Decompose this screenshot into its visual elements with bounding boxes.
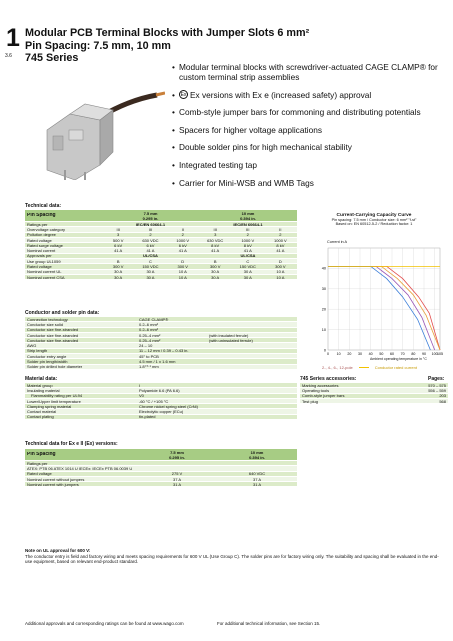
table-cell: Use group UL1059 — [27, 258, 61, 264]
x-tick-label: 30 — [358, 352, 362, 356]
table-cell: Nominal current — [27, 248, 56, 254]
y-tick-label: 30 — [321, 287, 326, 292]
chart-subtitle-1: Pin spacing: 7.5 mm / Conductor size: 6 mm² "f-st" — [331, 218, 417, 222]
table-row — [25, 365, 297, 370]
product-image — [25, 70, 165, 180]
feature-item: • Integrated testing tap — [172, 159, 257, 170]
feature-item: • Carrier for Mini-WSB and WMB Tags — [172, 177, 314, 188]
material-data-label: Material data: — [25, 376, 58, 382]
table-cell: Solder pin drilled hole diameter — [27, 364, 83, 370]
table-cell: Comb-style jumper bars — [302, 393, 345, 399]
x-tick-label: 10 — [336, 352, 341, 356]
feature-item: • Double solder pins for high mechanical stability — [172, 142, 352, 153]
table-cell: Ratings per — [27, 221, 48, 227]
table-cell: Rated surge voltage — [27, 242, 63, 248]
table-cell: V0 — [139, 393, 144, 399]
table-cell: D — [278, 258, 282, 264]
chart-plot — [300, 210, 448, 360]
footer-left: Additional approvals and corresponding ratings can be found at www.wago.com — [25, 621, 184, 626]
table-cell: Nominal current without jumpers — [27, 476, 85, 482]
table-cell: 150 VDC — [142, 264, 159, 270]
table-cell: 37 A — [172, 476, 181, 482]
footer-right: For additional technical information, see Section 15. — [217, 621, 321, 626]
table-cell: 30 A — [243, 274, 252, 280]
table-cell: Connection technology — [27, 316, 68, 322]
table-cell: Contact plating — [27, 414, 54, 420]
table-cell: Marking accessories — [302, 382, 339, 388]
x-tick-label: 105 — [437, 352, 443, 356]
table-cell: Contact material — [27, 409, 57, 415]
table-cell: 0.25–4 mm² — [139, 337, 161, 343]
x-tick-label: 20 — [347, 352, 352, 356]
table-row — [25, 415, 297, 420]
table-cell: Overvoltage category — [27, 226, 66, 232]
table-cell: Pollution degree — [27, 232, 56, 238]
table-cell: 41 A — [146, 248, 155, 254]
feature-item: • Spacers for higher voltage applications — [172, 124, 322, 135]
pin-spacing-header: Pin Spacing 7.5 mm 0.295 in. 10 mm 0.394 in. — [25, 210, 297, 222]
feature-list — [172, 62, 447, 195]
table-cell: 1000 V — [274, 237, 287, 243]
table-cell: ATEX: PTB 06 ATEX 1014 U IECEx: IECEx PTB 06.0039 U — [27, 465, 133, 471]
table-cell: (with uninsulated ferrule) — [209, 337, 253, 343]
x-tick-label: 0 — [327, 352, 329, 356]
table-cell: 31 A — [252, 481, 261, 487]
conductor-data-label: Conductor and solder pin data: — [25, 310, 100, 316]
table-cell: 0.2–6 mm² — [139, 321, 159, 327]
table-cell: 1000 V — [176, 237, 190, 243]
table-cell: Conductor size fine-stranded — [27, 332, 79, 338]
table-cell: Lower/Upper limit temperature — [27, 398, 81, 404]
table-cell: D — [181, 258, 185, 264]
feature-item: • Comb-style jumper bars for commoning and distributing potentials — [172, 107, 421, 118]
chart-title: Current-Carrying Capacity Curve — [336, 213, 412, 218]
table-cell: 6 kV — [178, 242, 187, 248]
table-cell: 150 VDC — [239, 264, 256, 270]
table-cell: 45° to PCB — [139, 353, 159, 359]
table-cell: Ratings per — [27, 460, 48, 466]
table-cell: Chrome nickel spring steel (CrNi) — [139, 403, 198, 409]
table-cell: 11 – 12 mm / 0.39 – 0.43 in. — [139, 348, 189, 354]
x-tick-label: 60 — [390, 352, 394, 356]
table-row — [25, 482, 297, 487]
table-cell: Nominal current UL — [27, 269, 62, 275]
table-cell: 275 V — [171, 471, 183, 477]
table-cell: 203 — [439, 393, 446, 399]
table-cell: 41 A — [276, 248, 285, 254]
table-cell: 630 VDC — [142, 237, 159, 243]
table-cell: 300 V — [275, 264, 286, 270]
table-cell: 570 – 575 — [428, 382, 446, 388]
table-cell: 0.25–4 mm² — [139, 332, 161, 338]
ul-note-title: Note on UL approval for 600 V: — [25, 548, 91, 553]
x-tick-label: 50 — [379, 352, 384, 356]
x-tick-label: 100 — [431, 352, 438, 356]
table-cell: 3 — [117, 232, 120, 238]
page-reference: 3.6 — [5, 53, 12, 59]
table-cell: Nominal current CSA — [27, 274, 65, 280]
x-tick-label: 70 — [400, 352, 405, 356]
table-cell: C — [246, 258, 250, 264]
table-cell: 300 V — [209, 264, 221, 270]
ul-note — [25, 548, 445, 565]
accessories-pages-label: Pages: — [428, 376, 445, 382]
table-cell: Flammability rating per UL94 — [31, 393, 83, 399]
table-cell: I — [139, 382, 141, 388]
table-cell: 568 — [439, 398, 446, 404]
table-cell: Operating tools — [302, 387, 330, 393]
table-cell: Rated voltage — [27, 237, 52, 243]
table-cell: 2 — [246, 232, 249, 238]
ex-mark-icon: Ex — [180, 91, 187, 98]
table-cell: 0.2–6 mm² — [139, 327, 159, 333]
ex-data-label: Technical data for Ex e II (Ex) versions: — [25, 441, 118, 447]
table-cell: B — [116, 258, 120, 264]
table-cell: (with insulated ferrule) — [209, 332, 249, 338]
table-cell: III — [213, 226, 217, 232]
title-line-1: Modular PCB Terminal Blocks with Jumper Slots 6 mm² — [25, 27, 310, 39]
table-cell: Material group — [27, 382, 53, 388]
table-cell: III — [246, 226, 250, 232]
table-cell: 10 A — [178, 269, 187, 275]
chart-subtitle-2: Based on: EN 60512-5-2 / Reduction factor: 1 — [335, 222, 413, 226]
table-cell: 1.8⁺⁰·¹ mm — [139, 364, 159, 370]
table-cell: 30 A — [146, 269, 155, 275]
table-cell: III — [148, 226, 153, 232]
table-cell: 6 kV — [114, 242, 123, 248]
table-cell: III — [116, 226, 120, 232]
table-cell: 1000 V — [241, 237, 255, 243]
table-cell: 300 V — [112, 264, 124, 270]
table-cell: -60 °C / +105 °C — [139, 398, 169, 404]
table-cell: 10 A — [276, 269, 285, 275]
table-cell: 41 A — [114, 248, 123, 254]
table-cell: 3 — [214, 232, 217, 238]
technical-data-table — [25, 210, 297, 280]
x-tick-label: 40 — [368, 352, 373, 356]
current-capacity-chart — [300, 210, 448, 360]
table-cell: Nominal current with jumpers — [27, 481, 79, 487]
table-cell: 640 VDC — [248, 471, 266, 477]
iec-header: IEC/EN 60664-1 — [135, 221, 166, 227]
page-title — [25, 27, 309, 65]
table-cell: 2 — [279, 232, 282, 238]
table-cell: 24 – 10 — [139, 343, 153, 349]
table-cell: 30 A — [211, 269, 220, 275]
y-tick-label: 20 — [321, 307, 326, 312]
table-cell: Conductor entry angle — [27, 353, 67, 359]
title-line-2: Pin Spacing: 7.5 mm, 10 mm — [25, 39, 171, 52]
material-data-table — [25, 383, 297, 420]
table-cell: 8 kV — [243, 242, 252, 248]
table-cell: 8 kV — [276, 242, 285, 248]
chapter-number: 1 — [6, 24, 20, 52]
title-line-3: 745 Series — [25, 52, 79, 64]
accessories-label: 745 Series accessories: — [300, 376, 357, 382]
table-cell: 30 A — [114, 269, 123, 275]
table-cell: 6 kV — [146, 242, 155, 248]
feature-item: • Modular terminal blocks with screwdriver-actuated CAGE CLAMP® for custom terminal strip assemblies — [172, 62, 438, 82]
table-cell: II — [279, 226, 282, 232]
y-tick-label: 10 — [321, 327, 326, 332]
table-cell: 630 VDC — [207, 237, 224, 243]
y-tick-label: 40 — [321, 266, 326, 271]
table-cell: Approvals per — [27, 253, 52, 259]
chart-frame — [328, 248, 440, 350]
ul-header: UL/CSA — [240, 253, 256, 259]
table-cell: AWG — [27, 343, 37, 349]
table-cell: Rated voltage — [27, 264, 52, 270]
table-cell: 300 V — [177, 264, 188, 270]
legend-conductor: Conductor rated current — [374, 365, 417, 370]
table-row — [300, 399, 448, 404]
chart-y-label: Current in A — [327, 240, 348, 244]
table-cell: Rated voltage — [27, 471, 52, 477]
table-cell: 10 A — [276, 274, 285, 280]
table-cell: 30 A — [146, 274, 155, 280]
x-tick-label: 90 — [422, 352, 426, 356]
ex-data-table — [25, 449, 297, 487]
table-cell: 10 A — [178, 274, 187, 280]
technical-data-label: Technical data: — [25, 203, 62, 209]
conductor-data-table — [25, 317, 297, 370]
table-cell: Solder pin length/width — [27, 359, 68, 365]
table-cell: 31 A — [172, 481, 181, 487]
table-cell: Polyamide 6.6 (PA 6.6) — [139, 387, 180, 393]
table-cell: 41 A — [211, 248, 220, 254]
table-cell: Conductor size solid — [27, 321, 64, 327]
table-cell: tin-plated — [139, 414, 156, 420]
table-cell: 4.5 mm / 1 x 1.6 mm — [139, 359, 176, 365]
chart-x-label: Ambient operating temperature in °C — [370, 357, 427, 361]
y-tick-label: 0 — [323, 348, 326, 353]
table-cell: Clamping spring material — [27, 403, 72, 409]
table-cell: 30 A — [243, 269, 252, 275]
ul-note-text: The conductor entry is field and factory wiring and meets spacing requirements for 600 V UL (Use Group C). The solder pins are for factory wiring only. The suitability and spacing shall be evaluated in the end-use equipment, based on relevant end-product standard. — [25, 553, 439, 564]
table-row — [25, 275, 297, 280]
table-cell: Insulating material — [27, 387, 60, 393]
ul-header: UL/CSA — [143, 253, 158, 259]
ex-pin-spacing-header: Pin Spacing 7.5 mm 0.295 in. 10 mm 0.394 in. — [25, 449, 297, 461]
feature-item: • Ex Ex versions with Ex e (increased safety) approval — [172, 89, 372, 100]
legend-conductor-swatch — [359, 367, 369, 368]
table-cell: B — [213, 258, 217, 264]
table-cell: Electrolytic copper (ECu) — [139, 409, 184, 415]
table-cell: CAGE CLAMP® — [139, 316, 169, 322]
table-cell: 37 A — [252, 476, 261, 482]
chart-legend — [322, 365, 417, 370]
table-cell: 30 A — [211, 274, 220, 280]
table-cell: 500 V — [112, 237, 124, 243]
table-cell: C — [149, 258, 152, 264]
table-cell: Strip length — [27, 348, 48, 354]
table-cell: Conductor size fine-stranded — [27, 327, 79, 333]
table-cell: 556 – 559 — [428, 387, 446, 393]
iec-header: IEC/EN 60664-1 — [233, 221, 263, 227]
table-cell: 41 A — [243, 248, 252, 254]
legend-poles: 2-, 4-, 6-, 12-pole — [322, 365, 353, 370]
table-cell: 2 — [181, 232, 184, 238]
table-cell: 41 A — [178, 248, 187, 254]
table-cell: II — [181, 226, 184, 232]
x-tick-label: 80 — [411, 352, 416, 356]
table-cell: 8 kV — [211, 242, 220, 248]
table-cell: Conductor size fine-stranded — [27, 337, 79, 343]
table-cell: 2 — [149, 232, 152, 238]
accessories-table — [300, 383, 448, 404]
table-cell: 30 A — [114, 274, 123, 280]
table-cell: Test plug — [302, 398, 319, 404]
